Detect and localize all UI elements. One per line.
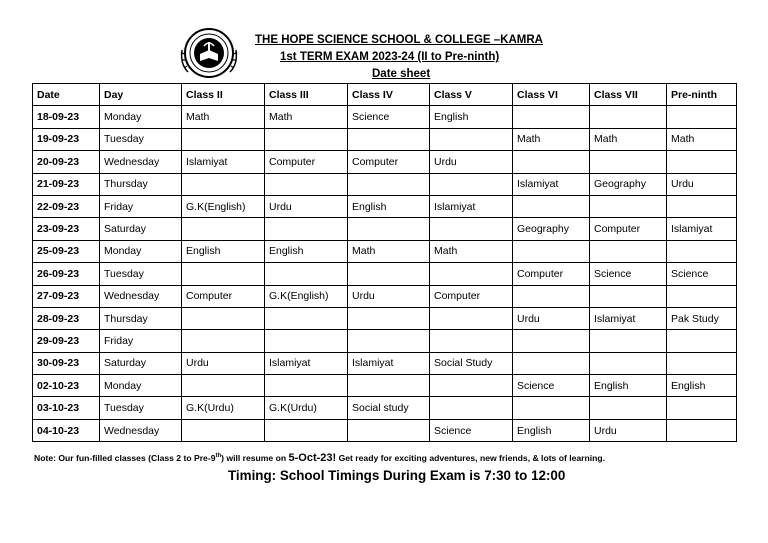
subject-cell: Islamiyat [667,218,737,240]
subject-cell: Math [513,128,590,150]
subject-cell: Math [667,128,737,150]
exam-title-heading: 1st TERM EXAM 2023-24 (II to Pre-ninth) [280,51,500,63]
day-cell: Monday [100,375,182,397]
subject-cell: English [513,419,590,441]
date-cell: 04-10-23 [33,419,100,441]
subject-cell [513,151,590,173]
table-row [33,285,737,307]
subject-cell [667,419,737,441]
subject-cell [430,263,513,285]
day-cell: Monday [100,106,182,128]
day-cell: Friday [100,195,182,217]
note-text [34,452,605,464]
subject-cell [182,375,265,397]
subject-cell: Islamiyat [590,307,667,329]
subject-cell: Social Study [430,352,513,374]
table-row [33,151,737,173]
subject-cell: Math [265,106,348,128]
table-row [33,218,737,240]
subject-cell [348,128,430,150]
subject-cell [667,397,737,419]
column-header: Class III [265,84,348,106]
subject-cell [430,397,513,419]
table-header-row [33,84,737,106]
subject-cell [265,218,348,240]
subject-cell [667,330,737,352]
subject-cell: Urdu [430,151,513,173]
subject-cell [590,330,667,352]
subject-cell [430,173,513,195]
subject-cell: G.K(English) [265,285,348,307]
table-row [33,352,737,374]
subject-cell [667,106,737,128]
subject-cell: Pak Study [667,307,737,329]
subject-cell [182,263,265,285]
subject-cell [265,330,348,352]
column-header: Class IV [348,84,430,106]
day-cell: Saturday [100,352,182,374]
subject-cell [590,106,667,128]
date-cell: 29-09-23 [33,330,100,352]
subject-cell: G.K(Urdu) [265,397,348,419]
subject-cell: English [265,240,348,262]
subject-cell: Islamiyat [430,195,513,217]
subject-cell: Computer [182,285,265,307]
subject-cell [430,128,513,150]
subject-cell [667,285,737,307]
subject-cell [590,285,667,307]
subject-cell [667,195,737,217]
table-row [33,375,737,397]
column-header: Class VII [590,84,667,106]
subject-cell: Computer [513,263,590,285]
note-suffix: Get ready for exciting adventures, new friends, & lots of learning. [336,453,606,463]
column-header: Day [100,84,182,106]
date-cell: 21-09-23 [33,173,100,195]
subject-cell [513,240,590,262]
day-cell: Tuesday [100,263,182,285]
note-superscript: th [215,453,222,460]
subject-cell: Math [182,106,265,128]
subject-cell [513,195,590,217]
subject-cell [513,285,590,307]
date-cell: 19-09-23 [33,128,100,150]
date-cell: 02-10-23 [33,375,100,397]
column-header: Pre-ninth [667,84,737,106]
table-row [33,263,737,285]
subject-cell: English [348,195,430,217]
day-cell: Thursday [100,173,182,195]
subject-cell [667,352,737,374]
table-row [33,397,737,419]
day-cell: Wednesday [100,419,182,441]
subject-cell [667,240,737,262]
table-row [33,419,737,441]
date-cell: 26-09-23 [33,263,100,285]
table-row [33,307,737,329]
subject-cell: Science [348,106,430,128]
subject-cell: Science [667,263,737,285]
date-cell: 20-09-23 [33,151,100,173]
subject-cell [590,397,667,419]
date-cell: 22-09-23 [33,195,100,217]
subject-cell [182,307,265,329]
subject-cell: Urdu [667,173,737,195]
table-row [33,240,737,262]
subject-cell: Urdu [590,419,667,441]
subject-cell: Computer [265,151,348,173]
day-cell: Saturday [100,218,182,240]
subject-cell [348,419,430,441]
subject-cell [182,419,265,441]
subject-cell: Math [590,128,667,150]
column-header: Class VI [513,84,590,106]
subject-cell [182,128,265,150]
subject-cell [265,173,348,195]
subject-cell [348,307,430,329]
subject-cell [348,375,430,397]
date-cell: 18-09-23 [33,106,100,128]
subject-cell: English [430,106,513,128]
note-prefix: Note: Our fun-filled classes (Class 2 to Pre-9 [34,453,216,463]
day-cell: Thursday [100,307,182,329]
subject-cell: English [182,240,265,262]
subject-cell [590,352,667,374]
date-sheet-heading: Date sheet [372,68,431,80]
subject-cell [590,151,667,173]
date-cell: 30-09-23 [33,352,100,374]
subject-cell [348,263,430,285]
subject-cell: Math [430,240,513,262]
subject-cell: G.K(Urdu) [182,397,265,419]
school-crest-icon [178,24,240,82]
date-cell: 27-09-23 [33,285,100,307]
day-cell: Monday [100,240,182,262]
column-header: Class II [182,84,265,106]
subject-cell [348,330,430,352]
subject-cell: English [667,375,737,397]
subject-cell: Islamiyat [348,352,430,374]
subject-cell: Computer [430,285,513,307]
subject-cell [590,195,667,217]
date-sheet-table [32,83,737,442]
note-resume-date: 5-Oct-23! [288,452,337,464]
subject-cell: Science [430,419,513,441]
subject-cell [667,151,737,173]
table-row [33,173,737,195]
subject-cell: Islamiyat [265,352,348,374]
subject-cell [265,375,348,397]
subject-cell [348,173,430,195]
subject-cell [513,106,590,128]
day-cell: Friday [100,330,182,352]
subject-cell: Science [513,375,590,397]
column-header: Class V [430,84,513,106]
subject-cell: Social study [348,397,430,419]
table-row [33,195,737,217]
subject-cell [265,419,348,441]
table-row [33,128,737,150]
date-cell: 28-09-23 [33,307,100,329]
subject-cell [265,263,348,285]
subject-cell [182,173,265,195]
school-logo [178,24,240,82]
subject-cell [430,307,513,329]
school-name-heading: THE HOPE SCIENCE SCHOOL & COLLEGE –KAMRA [255,34,543,46]
subject-cell [513,330,590,352]
subject-cell: Islamiyat [182,151,265,173]
subject-cell [590,240,667,262]
table-row [33,330,737,352]
subject-cell: Urdu [182,352,265,374]
subject-cell [430,218,513,240]
subject-cell [430,375,513,397]
day-cell: Tuesday [100,397,182,419]
subject-cell: Urdu [348,285,430,307]
subject-cell: Science [590,263,667,285]
column-header: Date [33,84,100,106]
subject-cell: English [590,375,667,397]
date-cell: 03-10-23 [33,397,100,419]
subject-cell: Math [348,240,430,262]
day-cell: Tuesday [100,128,182,150]
subject-cell [182,218,265,240]
subject-cell [182,330,265,352]
subject-cell [348,218,430,240]
subject-cell: G.K(English) [182,195,265,217]
subject-cell [265,128,348,150]
subject-cell [513,397,590,419]
subject-cell: Computer [590,218,667,240]
subject-cell: Geography [513,218,590,240]
subject-cell [265,307,348,329]
timing-text: Timing: School Timings During Exam is 7:30 to 12:00 [228,468,566,483]
subject-cell: Computer [348,151,430,173]
day-cell: Wednesday [100,285,182,307]
subject-cell: Urdu [513,307,590,329]
subject-cell: Urdu [265,195,348,217]
note-middle: ) will resume on [221,453,289,463]
subject-cell [513,352,590,374]
table-row [33,106,737,128]
date-cell: 25-09-23 [33,240,100,262]
day-cell: Wednesday [100,151,182,173]
subject-cell: Islamiyat [513,173,590,195]
subject-cell: Geography [590,173,667,195]
date-cell: 23-09-23 [33,218,100,240]
subject-cell [430,330,513,352]
